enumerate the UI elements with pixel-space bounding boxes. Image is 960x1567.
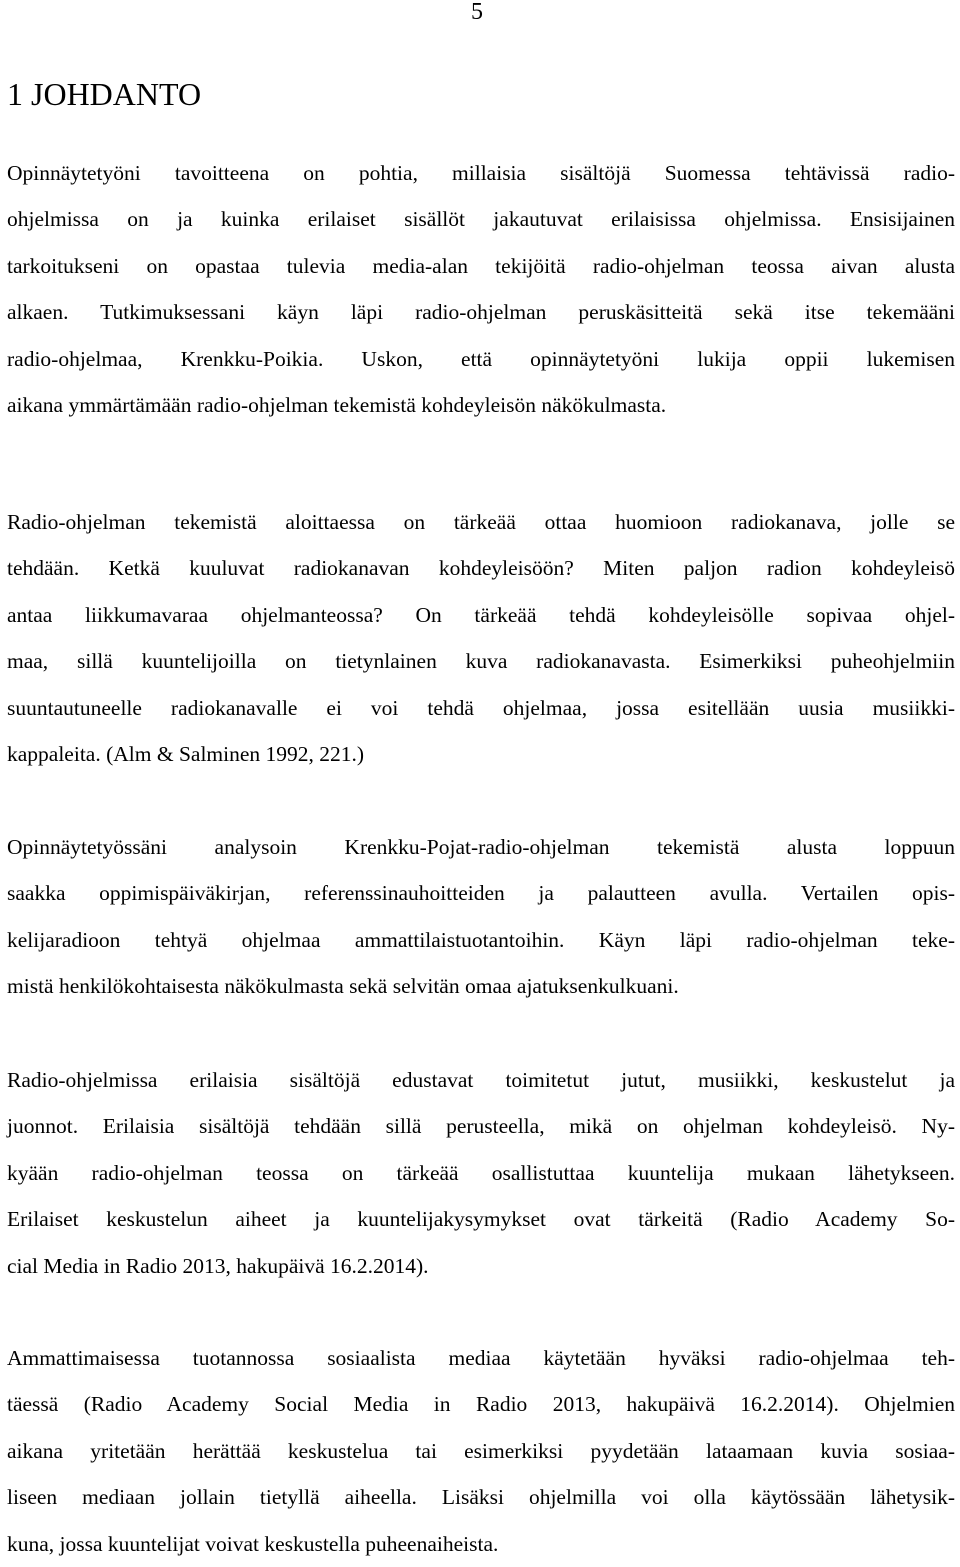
text-line: saakka oppimispäiväkirjan, referenssinauhoitteiden ja palautteen avulla. Vertailen opis-: [7, 881, 955, 906]
page-number: 5: [471, 0, 483, 25]
text-line: ohjelmissa on ja kuinka erilaiset sisällöt jakautuvat erilaisissa ohjelmissa. Ensisijainen: [7, 207, 955, 232]
text-line: liseen mediaan jollain tietyllä aiheella. Lisäksi ohjelmilla voi olla käytössään lähetysik-: [7, 1485, 955, 1510]
text-line: tehdään. Ketkä kuuluvat radiokanavan kohdeyleisöön? Miten paljon radion kohdeyleisö: [7, 556, 955, 581]
text-line: Radio-ohjelmissa erilaisia sisältöjä edustavat toimitetut jutut, musiikki, keskustelut ja: [7, 1068, 955, 1092]
text-line: kappaleita. (Alm & Salminen 1992, 221.): [7, 742, 365, 767]
text-line: aikana yritetään herättää keskustelua tai esimerkiksi pyydetään lataamaan kuvia sosiaa-: [7, 1438, 955, 1463]
text-line: täessä (Radio Academy Social Media in Radio 2013, hakupäivä 16.2.2014). Ohjelmien: [7, 1392, 955, 1417]
text-line: kyään radio-ohjelman teossa on tärkeää osallistuttaa kuuntelija mukaan lähetykseen.: [7, 1160, 955, 1185]
text-line: kelijaradioon tehtyä ohjelmaa ammattilaistuotantoihin. Käyn läpi radio-ohjelman teke-: [7, 927, 955, 952]
text-line: radio-ohjelmaa, Krenkku-Poikia. Uskon, että opinnäytetyöni lukija oppii lukemisen: [7, 346, 955, 371]
text-line: antaa liikkumavaraa ohjelmanteossa? On tärkeää tehdä kohdeyleisölle sopivaa ohjel-: [7, 602, 955, 627]
text-line: tarkoitukseni on opastaa tulevia media-alan tekijöitä radio-ohjelman teossa aivan alusta: [7, 253, 955, 278]
text-line: alkaen. Tutkimuksessani käyn läpi radio-ohjelman peruskäsitteitä sekä itse tekemääni: [7, 300, 955, 325]
text-line: kuna, jossa kuuntelijat voivat keskustella puheenaiheista.: [7, 1531, 499, 1556]
paragraph-1: [7, 150, 955, 428]
paragraph-2: [7, 499, 955, 777]
text-line: Erilaiset keskustelun aiheet ja kuuntelijakysymykset ovat tärkeitä (Radio Academy So-: [7, 1207, 955, 1232]
text-line: suuntautuneelle radiokanavalle ei voi tehdä ohjelmaa, jossa esitellään uusia musiikki-: [7, 695, 955, 720]
paragraph-3: [7, 824, 955, 1010]
text-line: Opinnäytetyössäni analysoin Krenkku-Pojat-radio-ohjelman tekemistä alusta loppuun: [7, 835, 955, 859]
text-line: mistä henkilökohtaisesta näkökulmasta sekä selvitän omaa ajatuksenkulkuani.: [7, 974, 679, 999]
text-line: cial Media in Radio 2013, hakupäivä 16.2.2014).: [7, 1253, 429, 1278]
text-line: Radio-ohjelman tekemistä aloittaessa on tärkeää ottaa huomioon radiokanava, jolle se: [7, 510, 955, 534]
text-line: Ammattimaisessa tuotannossa sosiaalista mediaa käytetään hyväksi radio-ohjelmaa teh-: [7, 1346, 955, 1370]
text-line: juonnot. Erilaisia sisältöjä tehdään sillä perusteella, mikä on ohjelman kohdeyleisö. Ny-: [7, 1114, 955, 1139]
chapter-heading: 1 JOHDANTO: [7, 76, 202, 112]
paragraph-5: [7, 1335, 955, 1567]
text-line: maa, sillä kuuntelijoilla on tietynlainen kuva radiokanavasta. Esimerkiksi puheohjelmiin: [7, 649, 955, 674]
text-line: aikana ymmärtämään radio-ohjelman tekemistä kohdeyleisön näkökulmasta.: [7, 393, 667, 418]
text-line: Opinnäytetyöni tavoitteena on pohtia, millaisia sisältöjä Suomessa tehtävissä radio-: [7, 161, 955, 185]
paragraph-4: [7, 1057, 955, 1289]
